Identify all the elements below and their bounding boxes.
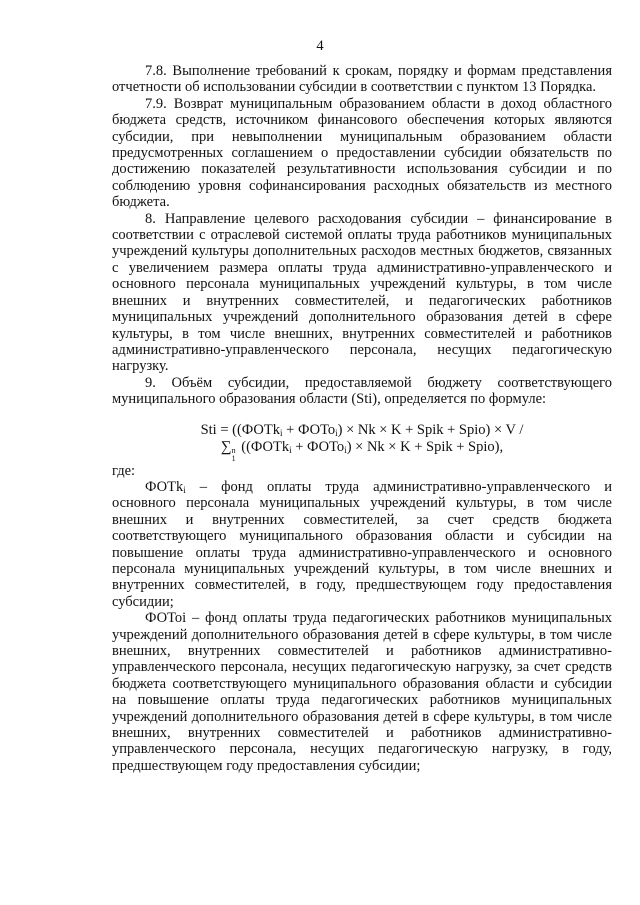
definition-fotk (112, 479, 612, 610)
subsidy-formula (112, 422, 612, 463)
paragraph-7-8: 7.8. Выполнение требований к срокам, порядку и формам представления отчетности об использовании субсидии в соответствии с пунктом 13 Порядка. (112, 63, 612, 96)
fotk-term: ФОТk (145, 478, 184, 495)
formula-line2-start: ((ФОТk (237, 438, 290, 455)
formula-line2-mid: + ФОТо (291, 438, 345, 455)
formula-line1-mid: + ФОТо (282, 421, 336, 438)
sum-lower: 1 (231, 453, 236, 463)
page-number: 4 (316, 38, 324, 54)
formula-sub-i-4: i (344, 444, 347, 455)
sum-limits (232, 447, 236, 463)
paragraph-7-9: 7.9. Возврат муниципальным образованием области в доход областного бюджета средств, источником финансового обеспечения которых являются субсидии, при невыполнении муниципальным образованием области предусмотренных соглашением о предоставлении субсидии обязательств по достижению показателей результативности использования субсидии и по соблюдению уровня софинансирования расходных обязательств из местного бюджета. (112, 95, 612, 211)
formula-sub-i-2: i (335, 427, 338, 438)
fotk-text: – фонд оплаты труда административно-управленческого и основного персонала муниципальных учреждений культуры, в том числе внешних и внутренних совместителей, за счет средств бюджета соответствующего муниципального образования области и субсидии на повышение оплаты труда административно-управленческого и основного персонала муниципальных учреждений культуры, в том числе внешних и внутренних совместителей, в году, предшествующем году предоставления субсидии; (112, 478, 612, 610)
formula-sub-i: i (280, 427, 283, 438)
paragraph-8: 8. Направление целевого расходования субсидии – финансирование в соответствии с отраслевой системой оплаты труда работников муниципальных учреждений культуры дополнительных расходов местных бюджетов, связанных с увеличением размера оплаты труда административно-управленческого и основного персонала муниципальных учреждений культуры, в том числе внешних и внутренних совместителей, и педагогических работников муниципальных учреждений дополнительного образования детей в сфере культуры, в том числе внешних, внутренних совместителей и работников административно-управленческого персонала, несущих педагогическую нагрузку. (112, 210, 612, 375)
paragraph-9: 9. Объём субсидии, предоставляемой бюджету соответствующего муниципального образования области (Sti), определяется по формуле: (112, 374, 612, 408)
fotk-sub: i (183, 484, 186, 495)
formula-sub-i-3: i (289, 444, 292, 455)
formula-line1-start: Sti = ((ФОТk (200, 421, 281, 438)
sum-upper: n (231, 445, 236, 455)
formula-line1-end: ) × Nk × K + Spik + Spio) × V / (337, 421, 524, 438)
where-label: где: (112, 462, 136, 479)
formula-line-1 (112, 422, 612, 439)
formula-line-2 (112, 439, 612, 463)
sum-symbol: ∑ (220, 438, 232, 455)
definition-foto: ФОТоi – фонд оплаты труда педагогических работников муниципальных учреждений дополнительного образования детей в сфере культуры, в том числе внешних, внутренних совместителей и работников административно-управленческого персонала, несущих педагогическую нагрузку, за счет средств бюджета соответствующего муниципального образования области и субсидии на повышение оплаты труда педагогических работников муниципальных учреждений дополнительного образования детей в сфере культуры, в том числе внешних, внутренних совместителей и работников административно-управленческого персонала, несущих педагогическую нагрузку, в году, предшествующем году предоставления субсидии; (112, 610, 612, 774)
document-body (112, 63, 612, 774)
formula-line2-end: ) × Nk × K + Spik + Spio), (346, 438, 504, 455)
